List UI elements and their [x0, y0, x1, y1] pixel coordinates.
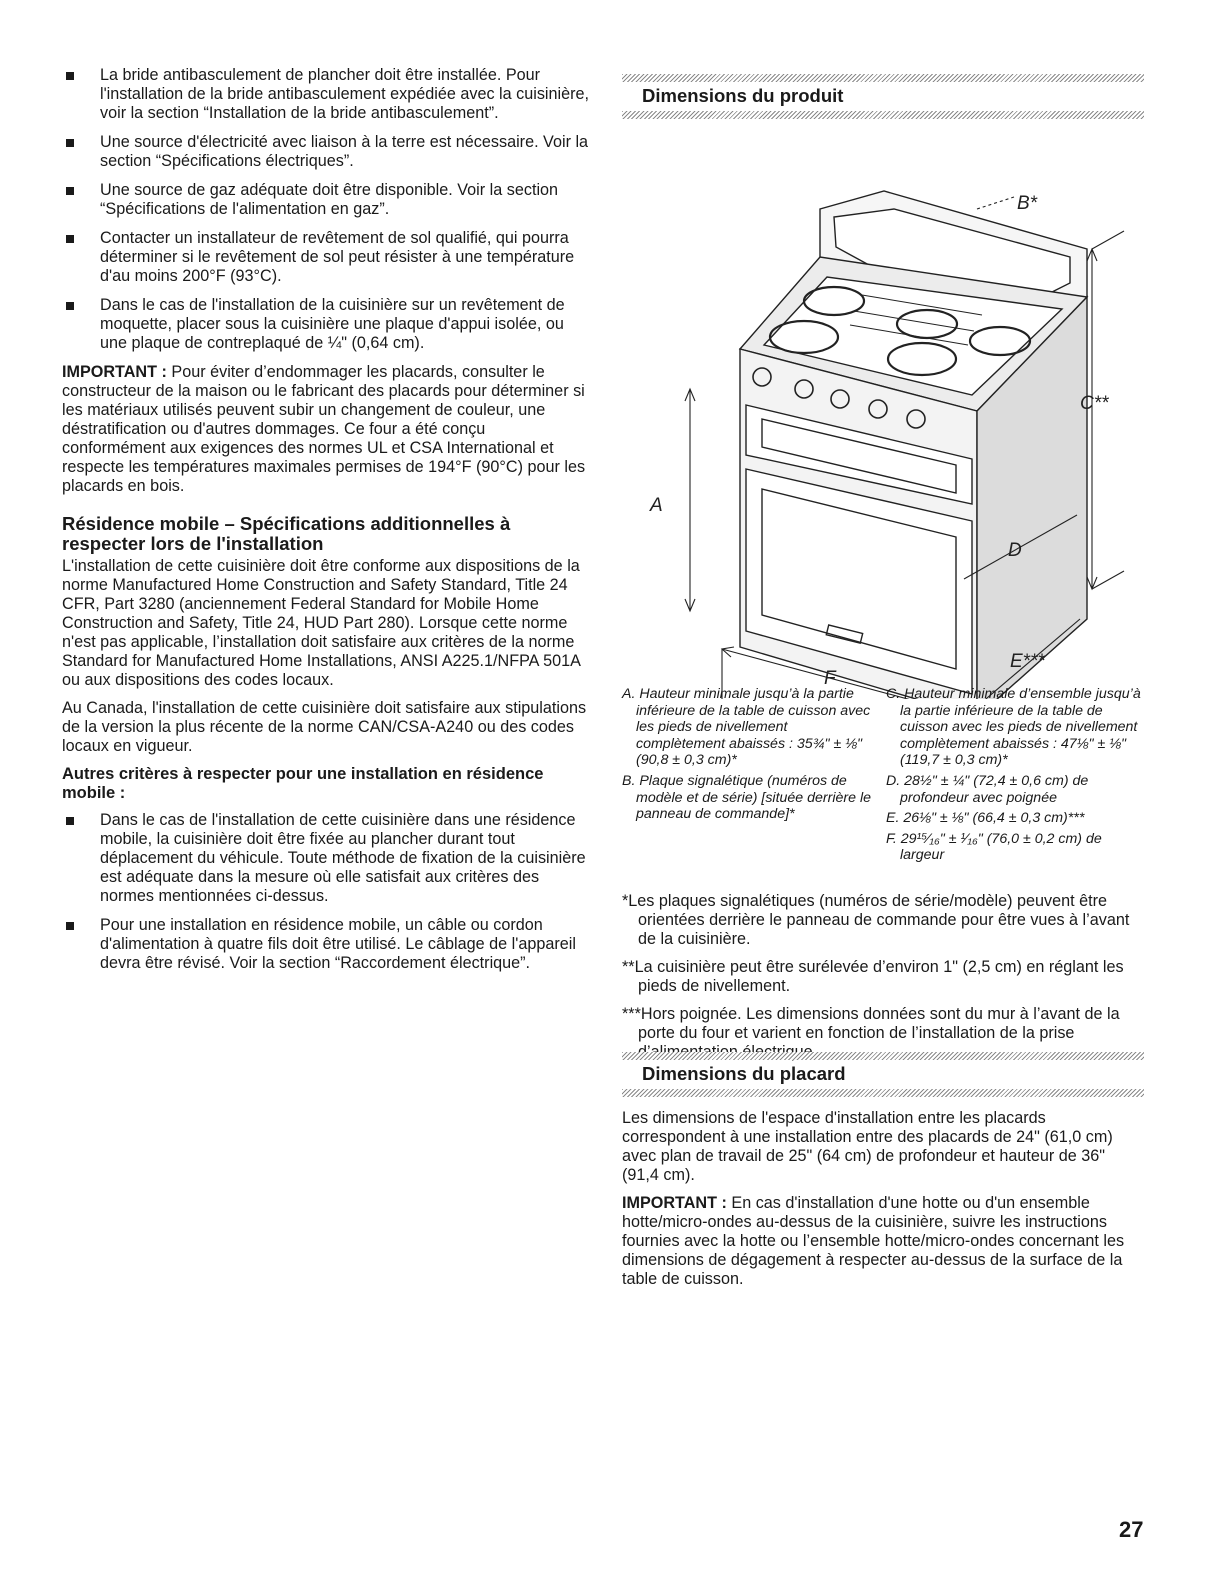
list-item: Une source d'électricité avec liaison à la terre est nécessaire. Voir la section “Spécifications électriques”.	[62, 133, 590, 171]
caption-d: D. 28½" ± ¼" (72,4 ± 0,6 cm) de profondeur avec poignée	[886, 772, 1089, 806]
label-d: D	[1008, 540, 1022, 561]
divider	[622, 111, 1144, 119]
mobile-paragraph-1: L'installation de cette cuisinière doit être conforme aux dispositions de la norme Manufactured Home Construction and Safety Standard, Title 24 CFR, Part 3280 (anciennement Federal Standard for Mobile Home Construction and Safety, Title 24, HUD Part 280). Lorsque cette norme n'est pas applicable, l’installation doit satisfaire aux critères de la norme Standard for Manufactured Home Installations, ANSI A225.1/NFPA 501A ou aux dispositions des codes locaux.	[62, 557, 580, 689]
page-number: 27	[1119, 1517, 1144, 1542]
label-a: A	[650, 495, 663, 516]
list-item: Contacter un installateur de revêtement de sol qualifié, qui pourra déterminer si le revêtement de sol peut résister à une température d'au moins 200°F (93°C).	[62, 229, 590, 286]
list-item: Une source de gaz adéquate doit être disponible. Voir la section “Spécifications de l'alimentation en gaz”.	[62, 181, 590, 219]
label-f: F	[824, 668, 836, 689]
cabinet-paragraph-1: Les dimensions de l'espace d'installation entre les placards correspondent à une installation entre des placards de 24" (61,0 cm) avec plan de travail de 25" (64 cm) de profondeur et hauteur de 36" (91,4 cm).	[622, 1109, 1113, 1184]
important-paragraph	[62, 363, 590, 496]
right-column	[622, 74, 1144, 1288]
cabinet-paragraph-2	[622, 1194, 1144, 1289]
caption-c: C. Hauteur minimale d’ensemble jusqu’à la partie inférieure de la table de cuisson avec les pieds de nivellement complètement abaissés : 47⅛" ± ⅛" (119,7 ± 0,3 cm)*	[886, 686, 1141, 769]
list-item: La bride antibasculement de plancher doit être installée. Pour l'installation de la bride antibasculement expédiée avec la cuisinière, voir la section “Installation de la bride antibasculement”.	[62, 66, 590, 123]
label-b: B*	[1017, 193, 1038, 214]
product-dimensions-heading: Dimensions du produit	[642, 85, 844, 106]
cabinet-dimensions-heading: Dimensions du placard	[642, 1063, 846, 1084]
mobile-paragraph-2: Au Canada, l'installation de cette cuisinière doit satisfaire aux stipulations de la version la plus récente de la norme CAN/CSA-A240 ou des codes locaux en vigueur.	[62, 699, 587, 755]
footnote: ***Hors poignée. Les dimensions données sont du mur à l’avant de la porte du four et varient en fonction de l’installation de la prise	[622, 1005, 1120, 1042]
mobile-heading: Résidence mobile – Spécifications additionnelles à respecter lors de l'installation	[62, 513, 511, 554]
label-e: E***	[1010, 651, 1045, 672]
list-item: Dans le cas de l'installation de cette cuisinière dans une résidence mobile, la cuisinière doit être fixée au plancher durant tout déplacement du véhicule. Toute méthode de fixation de la cuisinière est adéquate dans la mesure où elle satisfait aux critères des normes mentionnées ci-dessus.	[62, 811, 590, 906]
caption-a: A. Hauteur minimale jusqu’à la partie inférieure de la table de cuisson avec les pieds de nivellement complètement abaissés : 35¾" ± ⅛" (90,8 ± 0,3 cm)*	[622, 686, 871, 769]
footnote: *Les plaques signalétiques (numéros de série/modèle) peuvent être orientées derrière le panneau de commande pour être vues à l’avant de la cuisinière.	[622, 892, 1130, 948]
footnote: **La cuisinière peut être surélevée d’environ 1" (2,5 cm) en réglant les pieds de nivellement.	[622, 958, 1124, 995]
divider	[622, 74, 1144, 82]
divider	[622, 1089, 1144, 1097]
caption-b: B. Plaque signalétique (numéros de modèle et de série) [située derrière le panneau de commande]*	[622, 772, 872, 823]
important-label: IMPORTANT :	[622, 1194, 727, 1212]
important-text: Pour éviter d’endommager les placards, consulter le constructeur de la maison ou le fabricant des placards pour déterminer si les matériaux utilisés peuvent subir un changement de couleur, une déstratification ou d'autres dommages. Ce four a été conçu conformément aux exigences des normes UL et CSA International et respecte les températures maximales permises de 194°F (90°C) pour les placards en bois.	[62, 363, 586, 495]
cabinet-important-text: En cas d'installation d'une hotte ou d'un ensemble hotte/micro-ondes au-dessus de la cuisinière, suivre les instructions fournies avec la hotte ou l’ensemble hotte/micro-ondes concernant les dimensions de dégagement à respecter au-dessus de la surface de la table de cuisson.	[622, 1194, 1125, 1288]
divider	[622, 1052, 1144, 1060]
range-dimensions-diagram	[622, 119, 1144, 699]
caption-f: F. 29¹⁵⁄₁₆" ± ¹⁄₁₆" (76,0 ± 0,2 cm) de largeur	[886, 830, 1102, 864]
left-column	[62, 66, 590, 983]
list-item: Dans le cas de l'installation de la cuisinière sur un revêtement de moquette, placer sous la cuisinière une plaque d'appui isolée, ou une plaque de contreplaqué de ¼" (0,64 cm).	[62, 296, 590, 353]
criteria-heading: Autres critères à respecter pour une installation en résidence mobile :	[62, 765, 544, 802]
range-illustration	[622, 119, 1144, 699]
label-c: C**	[1080, 393, 1109, 414]
cabinet-section	[622, 1052, 1144, 1298]
footnotes	[622, 892, 1144, 1071]
important-label: IMPORTANT :	[62, 363, 167, 381]
caption-e: E. 26⅛" ± ⅛" (66,4 ± 0,3 cm)***	[886, 810, 1085, 827]
list-item: Pour une installation en résidence mobile, un câble ou cordon d'alimentation à quatre fils doit être utilisé. Le câblage de l'appareil devra être révisé. Voir la section “Raccordement électrique”.	[62, 916, 590, 973]
